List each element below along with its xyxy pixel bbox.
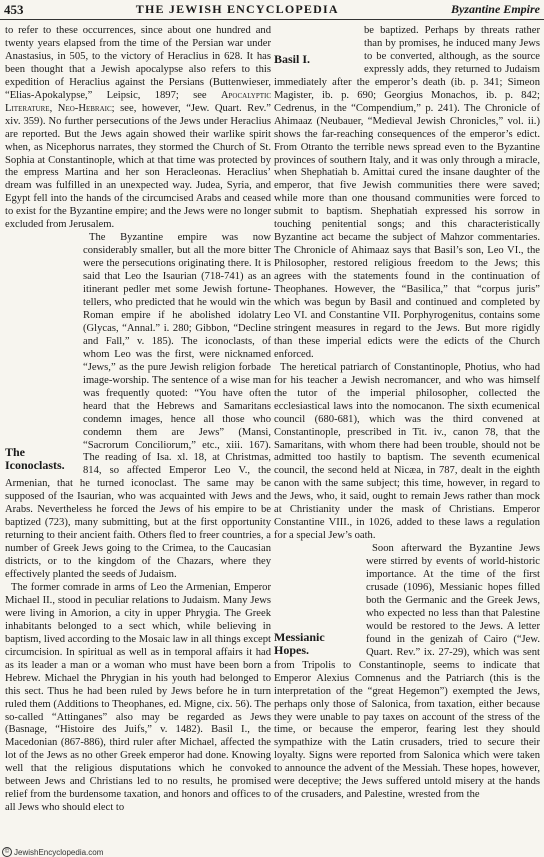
cross-reference[interactable]: Apocalyptic Literature, Neo-Hebraic — [5, 89, 271, 114]
site-link[interactable]: JewishEncyclopedia.com — [14, 847, 104, 857]
paragraph: Basil I. be baptized. Perhaps by threats rather than by promises, he induced many Jews to be converted, although, as the source expressly adds, they returned to Judaism immediately after the emperor’s death (ib. p. 341; Simeon Magister, ib. p. 690; Georgius Monachos, ib. p. 842; Cedrenus, in the “Compendium,” p. 241). The Chronicle of Ahimaaz (Neubauer, “Medieval Jewish Chronicles,” vol. ii.) shows the far-reaching consequences of the emperor’s edict. From Otranto the terrible news spread even to the Byzantine provinces of southern Italy, and it was only through a miracle, when Shephatiah b. Amittai cured the insane daughter of the emperor, that five Jewish communities there were saved; while more than one thousand communities were forced to submit to baptism. Shephatiah expressed his sorrow in touching penitential songs; and this characteristically Byzantine act became the subject of Mahzor commentaries. The Chronicle of Ahimaaz says that Basil’s son, Leo VI., the Philosopher, restored religious freedom to the Jews; this agrees with the statements found in the continuation of Theophanes. However, the “Basilica,” that “corpus juris” which was begun by Basil and continued and completed by Leo VI. and Constantine VII. Porphyrogenitus, contains some stringent measures in regard to the Jews. But more rigidly than these imperial edicts were the edicts of the Church enforced. — [274, 25, 540, 360]
side-heading-iconoclasts: The Iconoclasts. — [5, 445, 65, 473]
right-column — [274, 25, 540, 802]
page-number: 453 — [4, 1, 24, 17]
site-footer — [2, 847, 103, 857]
copyright-icon: © — [2, 847, 12, 857]
paragraph: The Iconoclasts. The Byzantine empire was now considerably smaller, but all the more bitter were the persecutions originating there. It is said that Leo the Isaurian (718-741) as an itinerant pedler met some Jewish fortune-tellers, who predicted that he would win the Roman empire if he abolished idolatry (Glycas, “Annal.” i. 280; Gibbon, “Decline and Fall,” v. 185). The iconoclasts, of whom Leo was the first, were nicknamed “Jews,” as the pure Jewish religion forbade image-worship. The sentence of a wise man was frequently quoted: “You have often heard that the Hebrews and Samaritans condemn images, hence all those who condemn them are Jews” (Mansi, “Sacrorum Conciliorum,” etc., xiii. 167). The reading of Isa. xl. 18, at Christmas, 814, so affected Emperor Leo V., the Armenian, that he turned iconoclast. The same may be supposed of the Isaurian, who was acquainted with Jews and Arabs. Nevertheless he forced the Jews of his empire to be baptized (723), many submitting, but at the first opportunity returning to their ancient faith. Others fled to freer countries, a number of Greek Jews going to the Crimea, to the Caucasian districts, or to the kingdom of the Chazars, where they effectively planted the seeds of Judaism. — [5, 232, 271, 581]
paragraph: to refer to these occurrences, since about one hundred and twenty years elapsed from the time of the Persian war under Anastasius, in 505, to the victory of Heraclius in 628. It has been thought that a Jewish apocalypse also refers to this expedition of Heraclius against the Persians (Buttenwieser, “Elias-Apokalypse,” Leipsic, 1897; see Apocalyptic Literature, Neo-Hebraic; see, however, “Jew. Quart. Rev.” xiv. 359). No further persecutions of the Jews under Heraclius are reported. But the Jews again showed their warlike spirit when, as Nicephorus narrates, they stormed the Church of St. Sophia at Constantinople, which at that time was protected by the empress Martina and her son Heracleonas. Heraclius’ dream was fulfilled in an unexpected way. Judea, Syria, and Egypt fell into the hands of the circumcised Arabs and ceased to exist for the Byzantine empire; and the Jews were no longer excluded from Jerusalem. — [5, 25, 271, 231]
side-heading-messianic: Messianic Hopes. — [274, 630, 325, 658]
side-heading-basil: Basil I. — [274, 52, 311, 66]
section-title: Byzantine Empire — [450, 2, 540, 16]
paragraph: The former comrade in arms of Leo the Armenian, Emperor Michael II., stood in peculiar relations to Judaism. Many Jews were living in Amorion, a city in upper Phrygia. The Greek inhabitants belonged to a sect which, while believing in baptism, lived according to the Mosaic law in all things except circumcision. In spiritual as well as in temporal affairs it had as its leader a man or a woman who must have been born a Hebrew. Michael the Phrygian in his youth had belonged to this sect. Thus he had been ruled by Jews before he in turn ruled them (Additions to Theophanes, ed. Migne, cix. 56). The so-called “Attinganes” also may be regarded as Jews (Basnage, “Histoire des Juifs,” v. 1482). Basil I., the Macedonian (867-886), third ruler after Michael, affected the lot of the Jews as no other Greek emperor had done. Knowing well that the religious disputations which he convoked between Jews and Christians led to no results, he promised relief from the burdensome taxation, and honors and offices to all Jews who should elect to — [5, 581, 271, 814]
page-header — [0, 0, 544, 20]
paragraph: The heretical patriarch of Constantinople, Photius, who had for his teacher a Jewish necromancer, and who was himself the tutor of the imperial philosopher, collected the ecclesiastical laws into the nomocanon. The sixth ecumenical council (680-681), which was the third convened at Constantinople, prescribed in Tit. iv., canon 78, that the Samaritans, with whom there had been trouble, should not be admitted too hastily to baptism. The seventh ecumenical council, the second held at Nicæa, in 787, dealt in the eighth canon with the same subject; this time, however, in regard to the Jews, who, it said, ought to remain Jews rather than mock at Christianity under the mask of Christians. Emperor Constantine VIII., in 1026, added to these laws a regulation for a special Jew’s oath. — [274, 361, 540, 542]
running-title: THE JEWISH ENCYCLOPEDIA — [135, 2, 339, 16]
paragraph: Messianic Hopes. Soon afterward the Byzantine Jews were stirred by events of world-historic importance. At the time of the first crusade (1096), Messianic hopes filled both the Germanic and the Greek Jews, who expected no less than that Palestine would be restored to the Jews. A letter found in the genizah of Cairo (“Jew. Quart. Rev.” ix. 27-29), which was sent from Tripolis to Constantinople, seems to indicate that Emperor Alexius Comnenus and the Patriarch (this is the interpretation of the “great Hegemon”) exempted the Jews, perhaps only those of Salonica, from taxation, either because they were unable to pay taxes on account of the stress of the time, or because the emperor, fearing lest they should sympathize with the Latin crusaders, tried to secure their loyalty. Signs were reported from Salonica which were taken to announce the advent of the Messiah. These hopes, however, were deceptive; the Jews suffered untold misery at the hands of the crusaders, and Palestine, wrested from the — [274, 543, 540, 801]
left-column — [5, 25, 271, 815]
